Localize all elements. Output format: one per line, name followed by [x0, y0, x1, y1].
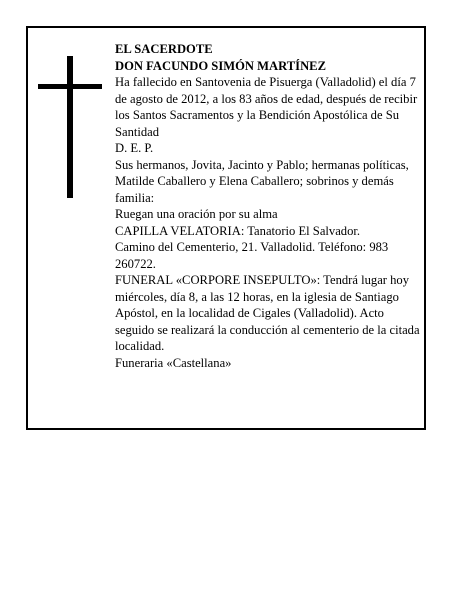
notice-heading-title: EL SACERDOTE: [115, 42, 213, 56]
chapel-address: Camino del Cementerio, 21. Valladolid. Teléfono: 983 260722.: [115, 240, 389, 271]
chapel-title: CAPILLA VELATORIA: Tanatorio El Salvador.: [115, 223, 361, 238]
cross-vertical-bar: [67, 56, 73, 198]
cross-horizontal-bar: [38, 84, 102, 89]
family-paragraph: Sus hermanos, Jovita, Jacinto y Pablo; hermanas políticas, Matilde Caballero y Elena Caballero; sobrinos y demás familia:: [115, 157, 409, 205]
death-paragraph: Ha fallecido en Santovenia de Pisuerga (Valladolid) el día 7 de agosto de 2012, a los 83 años de edad, después de recibir los Santos Sacramentos y la Bendición Apostólica de Su Santidad: [115, 75, 418, 139]
funeral-home: Funeraria «Castellana»: [115, 355, 232, 370]
obituary-notice: [26, 26, 426, 430]
notice-heading-name: DON FACUNDO SIMÓN MARTÍNEZ: [115, 58, 326, 73]
latin-cross-icon: [38, 56, 102, 198]
funeral-paragraph: FUNERAL «CORPORE INSEPULTO»: Tendrá lugar hoy miércoles, día 8, a las 12 horas, en la iglesia de Santiago Apóstol, en la localidad de Cigales (Valladolid). Acto seguido se realizará la conducción al cementerio de la citada localidad.: [115, 273, 420, 353]
notice-text: [115, 41, 421, 371]
dep-line: D. E. P.: [115, 141, 154, 155]
prayer-request: Ruegan una oración por su alma: [115, 207, 278, 221]
